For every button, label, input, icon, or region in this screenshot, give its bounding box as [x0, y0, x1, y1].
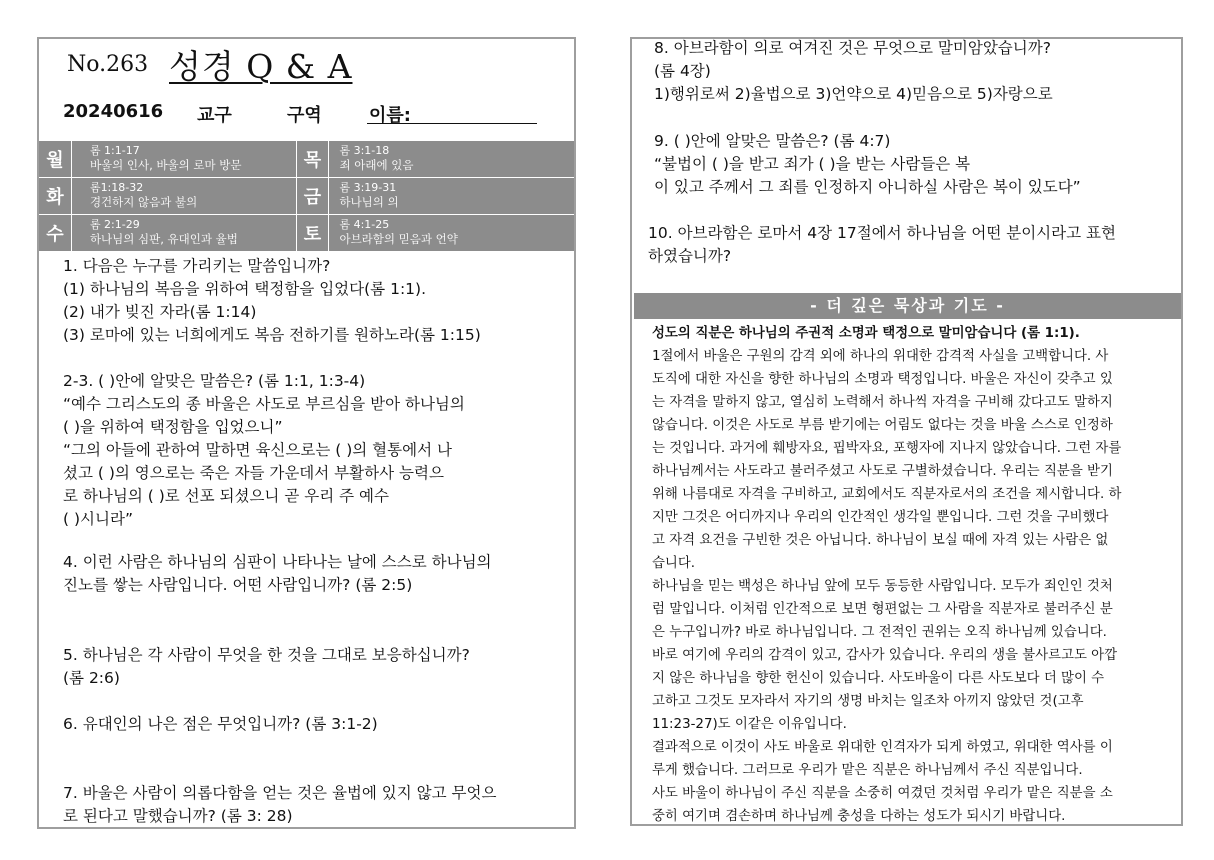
meditation-line: 습니다.: [652, 556, 696, 571]
meditation-line: 사도 바울이 하나님이 주신 직분을 소중히 여겼던 것처럼 우리가 맡은 직분을 소: [652, 786, 1113, 801]
question-line: 셨고 ( )의 영으로는 죽은 자들 가운데서 부활하사 능력으: [63, 464, 444, 482]
question-5: [63, 644, 470, 690]
meditation-line: 하나님을 믿는 백성은 하나님 앞에 모두 동등한 사람입니다. 모두가 죄인인 것처: [652, 579, 1113, 594]
schedule-desc: 죄 아래에 있음: [339, 158, 414, 172]
schedule-reading: [72, 178, 297, 214]
name-blank-line: [367, 123, 537, 124]
question-line: ( )을 위하여 택정함을 입었으니”: [63, 418, 283, 436]
question-title: 1. 다음은 누구를 가리키는 말씀입니까?: [63, 257, 331, 275]
question-1: [63, 255, 481, 347]
question-title: 2-3. ( )안에 알맞은 말씀은? (롬 1:1, 1:3-4): [63, 372, 366, 390]
question-line: (롬 2:6): [63, 669, 120, 687]
meditation-line: 11:23-27)도 이같은 이유입니다.: [652, 717, 847, 732]
issue-number: No.263: [67, 52, 149, 77]
schedule-reading: [72, 141, 297, 177]
schedule-desc: 하나님의 의: [339, 195, 399, 209]
question-line: “그의 아들에 관하여 말하면 육신으로는 ( )의 혈통에서 나: [63, 441, 452, 459]
meditation-line: 결과적으로 이것이 사도 바울로 위대한 인격자가 되게 하였고, 위대한 역사를 이: [652, 740, 1113, 755]
question-line: (2) 내가 빚진 자라(롬 1:14): [63, 303, 257, 321]
district-label: 교구: [197, 105, 232, 126]
schedule-day: 화: [39, 178, 72, 214]
schedule-day: 수: [39, 215, 72, 251]
reading-schedule: [39, 141, 574, 252]
schedule-ref: 롬 1:1-17: [89, 144, 140, 157]
meditation-line: 1절에서 바울은 구원의 감격 외에 하나의 위대한 감격적 사실을 고백합니다. 사: [652, 349, 1109, 364]
worksheet-title: 성경 Q & A: [169, 47, 353, 86]
schedule-day: 월: [39, 141, 72, 177]
schedule-reading: [329, 141, 574, 177]
question-line: 이 있고 주께서 그 죄를 인정하지 아니하실 사람은 복이 있도다”: [654, 178, 1081, 196]
schedule-reading: [329, 178, 574, 214]
question-2-3: [63, 370, 465, 531]
meditation-line: 지만 그것은 어디까지나 우리의 인간적인 생각일 뿐입니다. 그런 것을 구비했다: [652, 510, 1109, 525]
question-4: [63, 551, 492, 597]
meditation-line: 위해 나름대로 자격을 구비하고, 교회에서도 직분자로서의 조건을 제시합니다. 하: [652, 487, 1122, 502]
question-line: 5. 하나님은 각 사람이 무엇을 한 것을 그대로 보응하십니까?: [63, 646, 470, 664]
meditation-line: 고 자격 요건을 구빈한 것은 아닙니다. 하나님이 보실 때에 자격 있는 사람은 없: [652, 533, 1109, 548]
schedule-ref: 롬 3:19-31: [339, 181, 397, 194]
meditation-line: 는 것입니다. 과거에 훼방자요, 핍박자요, 포행자에 지나지 않았습니다. 그런 자를: [652, 441, 1122, 456]
schedule-ref: 롬 2:1-29: [89, 218, 140, 231]
meditation-line: 바로 여기에 우리의 감격이 있고, 감사가 있습니다. 우리의 생을 불사르고도 아깝: [652, 648, 1118, 663]
schedule-reading: [72, 215, 297, 251]
meditation-line: 하나님께서는 사도라고 불러주셨고 사도로 구별하셨습니다. 우리는 직분을 받기: [652, 464, 1113, 479]
date-label: 20240616: [63, 101, 164, 122]
question-line: 4. 이런 사람은 하나님의 심판이 나타나는 날에 스스로 하나님의: [63, 553, 492, 571]
question-line: 로 된다고 말했습니까? (롬 3: 28): [63, 807, 293, 825]
meditation-banner: - 더 깊은 묵상과 기도 -: [634, 293, 1181, 319]
question-line: 하였습니까?: [648, 247, 732, 265]
question-line: 9. ( )안에 알맞은 말씀은? (롬 4:7): [654, 132, 891, 150]
meditation-line: 도직에 대한 자신을 향한 하나님의 소명과 택정입니다. 바울은 자신이 갖추고 있: [652, 372, 1113, 387]
meditation-line: 않습니다. 이것은 사도로 부름 받기에는 어림도 없다는 것을 바울 스스로 인정하: [652, 418, 1113, 433]
meditation-line: 고하고 그것도 모자라서 자기의 생명 바치는 일조차 아끼지 않았던 것(고후: [652, 694, 1084, 709]
question-9: [654, 130, 1081, 199]
question-line: (1) 하나님의 복음을 위하여 택정함을 입었다(롬 1:1).: [63, 280, 426, 298]
schedule-desc: 바울의 인사, 바울의 로마 방문: [89, 158, 242, 172]
question-10: [648, 222, 1116, 268]
question-line: 6. 유대인의 나은 점은 무엇입니까? (롬 3:1-2): [63, 715, 378, 733]
schedule-row: [39, 141, 574, 177]
question-line: “불법이 ( )을 받고 죄가 ( )을 받는 사람들은 복: [654, 155, 971, 173]
name-label: 이름:: [369, 105, 411, 126]
schedule-day: 목: [297, 141, 330, 177]
section-label: 구역: [287, 105, 322, 126]
question-7: [63, 782, 496, 828]
left-worksheet-panel: [37, 37, 576, 829]
meditation-line: 럼 말입니다. 이처럼 인간적으로 보면 형편없는 그 사람을 직분자로 불러주신 분: [652, 602, 1113, 617]
schedule-row: [39, 178, 574, 214]
question-line: 진노를 쌓는 사람입니다. 어떤 사람입니까? (롬 2:5): [63, 576, 413, 594]
meditation-line: 는 자격을 말하지 않고, 열심히 노력해서 하나씩 자격을 구비해 갔다고도 말하지: [652, 395, 1113, 410]
question-line: 10. 아브라함은 로마서 4장 17절에서 하나님을 어떤 분이시라고 표현: [648, 224, 1116, 242]
meditation-text: [652, 322, 1162, 828]
meditation-line: 은 누구입니까? 바로 하나님입니다. 그 전적인 권위는 오직 하나님께 있습니다.: [652, 625, 1107, 640]
schedule-ref: 롬 4:1-25: [339, 218, 390, 231]
schedule-day: 토: [297, 215, 330, 251]
schedule-row: [39, 215, 574, 251]
question-line: 로 하나님의 ( )로 선포 되셨으니 곧 우리 주 예수: [63, 487, 389, 505]
schedule-day: 금: [297, 178, 330, 214]
schedule-desc: 아브라함의 믿음과 언약: [339, 232, 458, 246]
meditation-line: 루게 했습니다. 그러므로 우리가 맡은 직분은 하나님께서 주신 직분입니다.: [652, 763, 1083, 778]
schedule-ref: 롬 3:1-18: [339, 144, 390, 157]
question-6: [63, 713, 378, 736]
meditation-line: 지 않은 하나님을 향한 헌신이 있습니다. 사도바울이 다른 사도보다 더 많이 수: [652, 671, 1105, 686]
meditation-line: 중히 여기며 겸손하며 하나님께 충성을 다하는 성도가 되시기 바랍니다.: [652, 809, 1066, 824]
question-line: 8. 아브라함이 의로 여겨진 것은 무엇으로 말미암았습니까?: [654, 39, 1051, 57]
answer-choices: 1)행위로써 2)율법으로 3)언약으로 4)믿음으로 5)자랑으로: [654, 85, 1053, 103]
question-line: (롬 4장): [654, 62, 711, 80]
right-worksheet-panel: [630, 37, 1183, 826]
schedule-ref: 롬1:18-32: [89, 181, 144, 194]
question-line: 7. 바울은 사람이 의롭다함을 얻는 것은 율법에 있지 않고 무엇으: [63, 784, 497, 802]
schedule-desc: 하나님의 심판, 유대인과 율법: [89, 232, 238, 246]
question-line: (3) 로마에 있는 너희에게도 복음 전하기를 원하노라(롬 1:15): [63, 326, 481, 344]
question-line: ( )시니라”: [63, 510, 133, 528]
question-line: “예수 그리스도의 종 바울은 사도로 부르심을 받아 하나님의: [63, 395, 465, 413]
question-8: [654, 37, 1053, 106]
meditation-lead: 성도의 직분은 하나님의 주권적 소명과 택정으로 말미암습니다 (롬 1:1).: [652, 326, 1080, 341]
schedule-desc: 경건하지 않음과 불의: [89, 195, 198, 209]
schedule-reading: [329, 215, 574, 251]
